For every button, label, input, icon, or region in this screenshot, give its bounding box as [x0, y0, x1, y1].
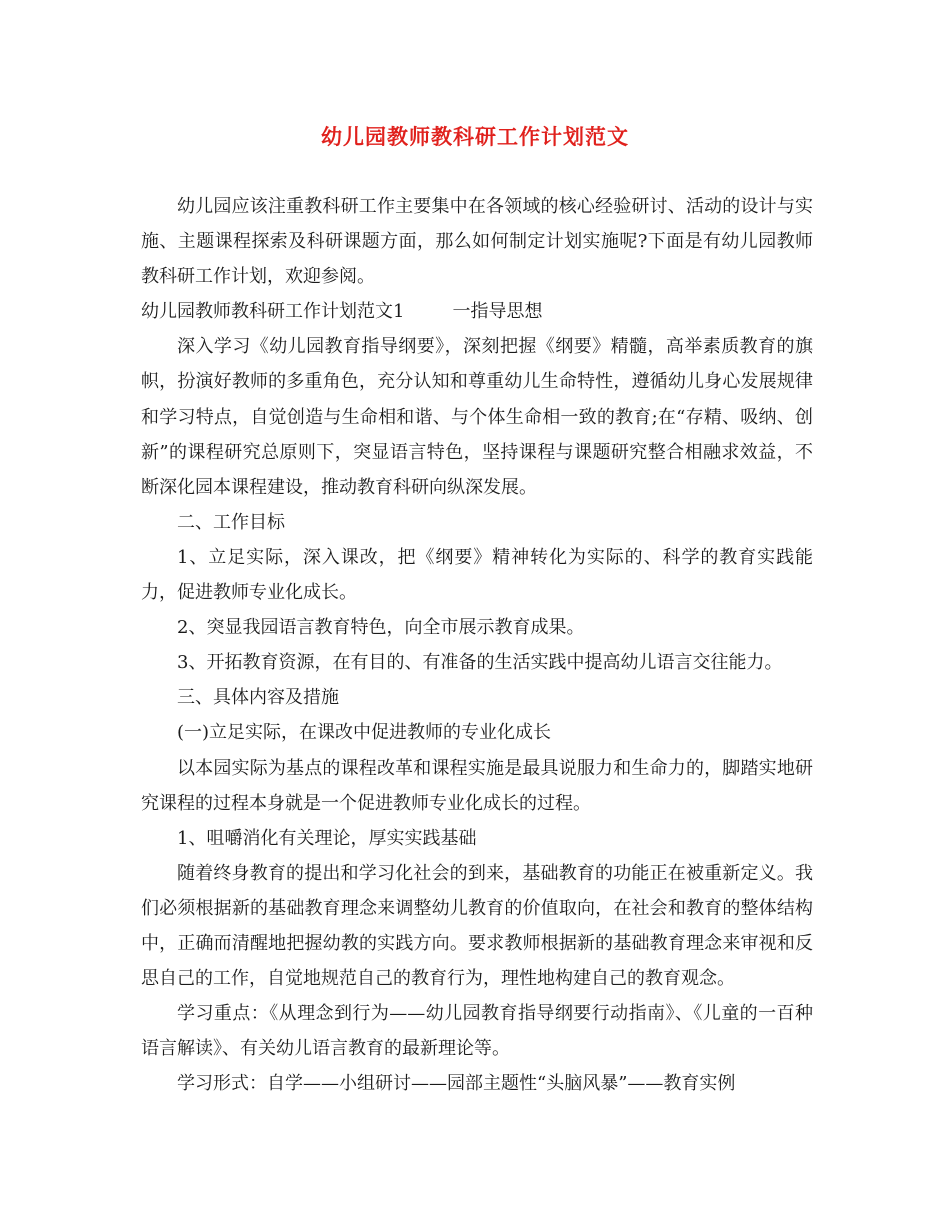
- sub-paragraph-1: 以本园实际为基点的课程改革和课程实施是最具说服力和生命力的，脚踏实地研究课程的过程本身就是一个促进教师专业化成长的过程。: [141, 757, 813, 814]
- section-heading-title: 幼儿园教师教科研工作计划范文1: [141, 301, 405, 323]
- measures-heading: 三、具体内容及措施: [177, 687, 339, 709]
- item-1-paragraph: 随着终身教育的提出和学习化社会的到来，基础教育的功能正在被重新定义。我们必须根据新的基础教育理念来调整幼儿教育的价值取向，在社会和教育的整体结构中，正确而清醒地把握幼教的实践方向。要求教师根据新的基础教育理念来审视和反思自己的工作，自觉地规范自己的教育行为，理性地构建自己的教育观念。: [141, 862, 813, 990]
- goal-item-3: 3、开拓教育资源，在有目的、有准备的生活实践中提高幼儿语言交往能力。: [177, 652, 783, 674]
- sub-heading-1: (一)立足实际，在课改中促进教师的专业化成长: [177, 722, 552, 744]
- study-form-paragraph: 学习形式：自学——小组研讨——园部主题性“头脑风暴”——教育实例: [177, 1073, 736, 1095]
- goals-heading: 二、工作目标: [177, 511, 285, 533]
- section-heading-subtitle: 一指导思想: [452, 301, 543, 323]
- section-heading: [141, 294, 813, 329]
- item-1-heading: 1、咀嚼消化有关理论，厚实实践基础: [177, 827, 477, 849]
- study-focus-paragraph: 学习重点：《从理念到行为——幼儿园教育指导纲要行动指南》、《儿童的一百种语言解读》、有关幼儿语言教育的最新理论等。: [141, 1003, 813, 1060]
- intro-paragraph: 幼儿园应该注重教科研工作主要集中在各领域的核心经验研讨、活动的设计与实施、主题课程探索及科研课题方面，那么如何制定计划实施呢?下面是有幼儿园教师教科研工作计划，欢迎参阅。: [141, 196, 813, 288]
- document-body: [141, 189, 813, 1101]
- goal-item-1: 1、立足实际，深入课改，把《纲要》精神转化为实际的、科学的教育实践能力，促进教师专业化成长。: [141, 546, 813, 604]
- guiding-paragraph: 深入学习《幼儿园教育指导纲要》，深刻把握《纲要》精髓，高举素质教育的旗帜，扮演好教师的多重角色，充分认知和尊重幼儿生命特性，遵循幼儿身心发展规律和学习特点，自觉创造与生命相和谐、与个体生命相一致的教育;在“存精、吸纳、创新”的课程研究总原则下，突显语言特色，坚持课程与课题研究整合相融求效益，不断深化园本课程建设，推动教育科研向纵深发展。: [141, 336, 813, 498]
- goal-item-2: 2、突显我园语言教育特色，向全市展示教育成果。: [177, 617, 585, 639]
- document-title: 幼儿园教师教科研工作计划范文: [321, 125, 629, 149]
